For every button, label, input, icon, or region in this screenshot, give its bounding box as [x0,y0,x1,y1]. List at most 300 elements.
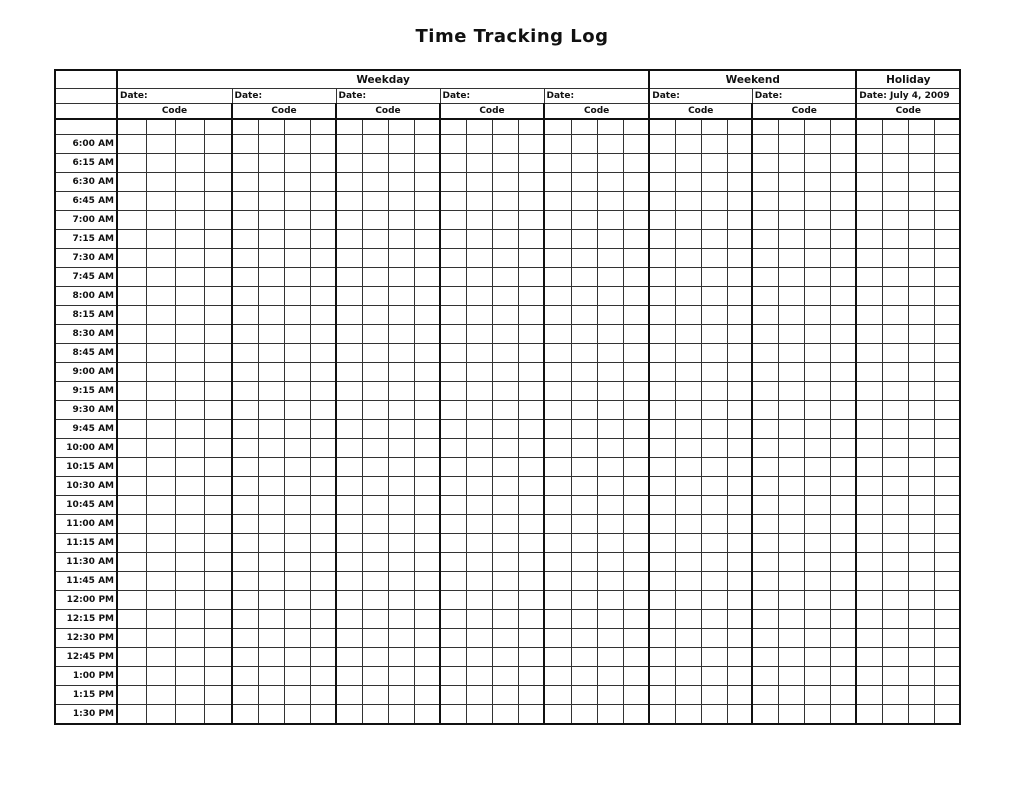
entry-cell[interactable] [117,268,146,287]
entry-cell[interactable] [466,306,492,325]
entry-cell[interactable] [492,401,518,420]
entry-cell[interactable] [440,287,466,306]
entry-cell[interactable] [649,306,675,325]
entry-cell[interactable] [856,306,882,325]
entry-cell[interactable] [830,287,856,306]
entry-cell[interactable] [414,192,440,211]
entry-cell[interactable] [727,401,752,420]
entry-cell[interactable] [623,211,649,230]
entry-cell[interactable] [701,610,727,629]
entry-cell[interactable] [258,610,284,629]
entry-cell[interactable] [701,686,727,705]
entry-cell[interactable] [778,553,804,572]
entry-cell[interactable] [440,553,466,572]
entry-cell[interactable] [310,192,336,211]
entry-cell[interactable] [544,477,571,496]
entry-cell[interactable] [778,439,804,458]
entry-cell[interactable] [414,119,440,135]
entry-cell[interactable] [752,496,778,515]
entry-cell[interactable] [146,496,175,515]
entry-cell[interactable] [804,686,830,705]
entry-cell[interactable] [146,154,175,173]
entry-cell[interactable] [597,211,623,230]
entry-cell[interactable] [466,458,492,477]
entry-cell[interactable] [362,173,388,192]
entry-cell[interactable] [175,382,204,401]
entry-cell[interactable] [701,306,727,325]
entry-cell[interactable] [830,306,856,325]
entry-cell[interactable] [908,705,934,725]
entry-cell[interactable] [466,344,492,363]
entry-cell[interactable] [518,287,544,306]
entry-cell[interactable] [778,667,804,686]
entry-cell[interactable] [388,382,414,401]
entry-cell[interactable] [727,458,752,477]
entry-cell[interactable] [804,268,830,287]
date-label[interactable]: Date: [336,89,440,104]
entry-cell[interactable] [175,496,204,515]
entry-cell[interactable] [856,515,882,534]
entry-cell[interactable] [388,458,414,477]
entry-cell[interactable] [856,591,882,610]
entry-cell[interactable] [804,572,830,591]
entry-cell[interactable] [571,458,597,477]
entry-cell[interactable] [623,572,649,591]
entry-cell[interactable] [623,629,649,648]
entry-cell[interactable] [284,458,310,477]
entry-cell[interactable] [571,553,597,572]
entry-cell[interactable] [175,515,204,534]
entry-cell[interactable] [310,705,336,725]
entry-cell[interactable] [649,515,675,534]
entry-cell[interactable] [204,534,232,553]
entry-cell[interactable] [830,420,856,439]
entry-cell[interactable] [414,553,440,572]
entry-cell[interactable] [778,515,804,534]
entry-cell[interactable] [727,249,752,268]
entry-cell[interactable] [336,325,362,344]
entry-cell[interactable] [882,135,908,154]
entry-cell[interactable] [597,477,623,496]
entry-cell[interactable] [856,496,882,515]
entry-cell[interactable] [466,705,492,725]
entry-cell[interactable] [649,268,675,287]
entry-cell[interactable] [752,344,778,363]
entry-cell[interactable] [414,249,440,268]
entry-cell[interactable] [752,534,778,553]
entry-cell[interactable] [388,268,414,287]
entry-cell[interactable] [204,591,232,610]
entry-cell[interactable] [544,154,571,173]
entry-cell[interactable] [649,572,675,591]
entry-cell[interactable] [492,553,518,572]
entry-cell[interactable] [117,458,146,477]
entry-cell[interactable] [623,477,649,496]
entry-cell[interactable] [117,230,146,249]
entry-cell[interactable] [414,439,440,458]
entry-cell[interactable] [727,344,752,363]
entry-cell[interactable] [649,135,675,154]
entry-cell[interactable] [778,496,804,515]
entry-cell[interactable] [934,154,960,173]
entry-cell[interactable] [727,287,752,306]
entry-cell[interactable] [362,591,388,610]
entry-cell[interactable] [117,344,146,363]
entry-cell[interactable] [934,173,960,192]
entry-cell[interactable] [284,553,310,572]
entry-cell[interactable] [571,705,597,725]
entry-cell[interactable] [934,363,960,382]
entry-cell[interactable] [388,629,414,648]
entry-cell[interactable] [649,439,675,458]
entry-cell[interactable] [284,515,310,534]
entry-cell[interactable] [440,705,466,725]
entry-cell[interactable] [146,135,175,154]
entry-cell[interactable] [336,344,362,363]
entry-cell[interactable] [830,477,856,496]
entry-cell[interactable] [336,135,362,154]
entry-cell[interactable] [175,648,204,667]
entry-cell[interactable] [597,534,623,553]
entry-cell[interactable] [830,249,856,268]
entry-cell[interactable] [675,686,701,705]
entry-cell[interactable] [597,344,623,363]
entry-cell[interactable] [882,686,908,705]
entry-cell[interactable] [597,420,623,439]
entry-cell[interactable] [175,610,204,629]
entry-cell[interactable] [362,439,388,458]
entry-cell[interactable] [882,344,908,363]
entry-cell[interactable] [204,135,232,154]
entry-cell[interactable] [284,325,310,344]
entry-cell[interactable] [571,249,597,268]
entry-cell[interactable] [752,553,778,572]
entry-cell[interactable] [284,192,310,211]
entry-cell[interactable] [204,154,232,173]
entry-cell[interactable] [597,287,623,306]
entry-cell[interactable] [882,382,908,401]
entry-cell[interactable] [232,268,258,287]
entry-cell[interactable] [388,477,414,496]
entry-cell[interactable] [597,439,623,458]
entry-cell[interactable] [752,591,778,610]
entry-cell[interactable] [414,591,440,610]
entry-cell[interactable] [727,591,752,610]
entry-cell[interactable] [518,363,544,382]
entry-cell[interactable] [492,458,518,477]
entry-cell[interactable] [466,572,492,591]
entry-cell[interactable] [232,458,258,477]
entry-cell[interactable] [623,382,649,401]
entry-cell[interactable] [258,572,284,591]
entry-cell[interactable] [908,439,934,458]
entry-cell[interactable] [232,496,258,515]
entry-cell[interactable] [336,306,362,325]
entry-cell[interactable] [908,515,934,534]
entry-cell[interactable] [804,667,830,686]
entry-cell[interactable] [518,686,544,705]
entry-cell[interactable] [388,610,414,629]
entry-cell[interactable] [727,439,752,458]
entry-cell[interactable] [310,154,336,173]
entry-cell[interactable] [934,553,960,572]
entry-cell[interactable] [752,515,778,534]
entry-cell[interactable] [440,363,466,382]
entry-cell[interactable] [908,667,934,686]
entry-cell[interactable] [175,439,204,458]
entry-cell[interactable] [623,119,649,135]
entry-cell[interactable] [440,230,466,249]
entry-cell[interactable] [544,135,571,154]
entry-cell[interactable] [258,496,284,515]
entry-cell[interactable] [544,230,571,249]
entry-cell[interactable] [701,572,727,591]
entry-cell[interactable] [518,135,544,154]
entry-cell[interactable] [117,648,146,667]
entry-cell[interactable] [440,515,466,534]
entry-cell[interactable] [258,477,284,496]
entry-cell[interactable] [727,211,752,230]
entry-cell[interactable] [204,268,232,287]
entry-cell[interactable] [518,249,544,268]
entry-cell[interactable] [830,173,856,192]
entry-cell[interactable] [204,363,232,382]
entry-cell[interactable] [117,401,146,420]
entry-cell[interactable] [544,591,571,610]
entry-cell[interactable] [284,287,310,306]
entry-cell[interactable] [258,629,284,648]
entry-cell[interactable] [310,572,336,591]
entry-cell[interactable] [571,325,597,344]
entry-cell[interactable] [117,629,146,648]
entry-cell[interactable] [804,119,830,135]
entry-cell[interactable] [466,629,492,648]
entry-cell[interactable] [336,648,362,667]
entry-cell[interactable] [623,192,649,211]
entry-cell[interactable] [336,287,362,306]
date-label[interactable]: Date: [649,89,752,104]
entry-cell[interactable] [518,477,544,496]
entry-cell[interactable] [175,667,204,686]
entry-cell[interactable] [675,268,701,287]
entry-cell[interactable] [336,382,362,401]
entry-cell[interactable] [623,705,649,725]
entry-cell[interactable] [752,705,778,725]
entry-cell[interactable] [856,287,882,306]
entry-cell[interactable] [146,534,175,553]
entry-cell[interactable] [518,382,544,401]
entry-cell[interactable] [204,610,232,629]
entry-cell[interactable] [204,629,232,648]
entry-cell[interactable] [882,667,908,686]
entry-cell[interactable] [727,553,752,572]
entry-cell[interactable] [675,401,701,420]
entry-cell[interactable] [232,439,258,458]
entry-cell[interactable] [727,420,752,439]
entry-cell[interactable] [492,192,518,211]
date-label[interactable]: Date: [117,89,232,104]
entry-cell[interactable] [597,515,623,534]
entry-cell[interactable] [778,686,804,705]
entry-cell[interactable] [804,211,830,230]
entry-cell[interactable] [284,344,310,363]
entry-cell[interactable] [388,173,414,192]
entry-cell[interactable] [727,173,752,192]
entry-cell[interactable] [175,686,204,705]
entry-cell[interactable] [908,249,934,268]
entry-cell[interactable] [856,325,882,344]
entry-cell[interactable] [232,686,258,705]
entry-cell[interactable] [310,325,336,344]
entry-cell[interactable] [146,648,175,667]
entry-cell[interactable] [544,344,571,363]
entry-cell[interactable] [752,363,778,382]
entry-cell[interactable] [284,268,310,287]
entry-cell[interactable] [908,648,934,667]
entry-cell[interactable] [362,119,388,135]
entry-cell[interactable] [204,705,232,725]
entry-cell[interactable] [701,515,727,534]
entry-cell[interactable] [778,610,804,629]
entry-cell[interactable] [934,515,960,534]
entry-cell[interactable] [518,610,544,629]
entry-cell[interactable] [518,268,544,287]
entry-cell[interactable] [466,591,492,610]
entry-cell[interactable] [362,268,388,287]
entry-cell[interactable] [336,268,362,287]
entry-cell[interactable] [175,192,204,211]
entry-cell[interactable] [466,477,492,496]
entry-cell[interactable] [117,686,146,705]
entry-cell[interactable] [856,686,882,705]
entry-cell[interactable] [649,667,675,686]
entry-cell[interactable] [440,401,466,420]
entry-cell[interactable] [804,401,830,420]
entry-cell[interactable] [571,439,597,458]
entry-cell[interactable] [934,306,960,325]
entry-cell[interactable] [492,477,518,496]
entry-cell[interactable] [518,534,544,553]
entry-cell[interactable] [117,610,146,629]
entry-cell[interactable] [752,686,778,705]
entry-cell[interactable] [258,705,284,725]
entry-cell[interactable] [388,553,414,572]
entry-cell[interactable] [856,458,882,477]
entry-cell[interactable] [544,268,571,287]
entry-cell[interactable] [518,515,544,534]
entry-cell[interactable] [623,515,649,534]
entry-cell[interactable] [908,572,934,591]
entry-cell[interactable] [204,420,232,439]
entry-cell[interactable] [649,287,675,306]
entry-cell[interactable] [310,363,336,382]
entry-cell[interactable] [856,249,882,268]
entry-cell[interactable] [649,458,675,477]
entry-cell[interactable] [492,306,518,325]
entry-cell[interactable] [752,192,778,211]
entry-cell[interactable] [830,344,856,363]
entry-cell[interactable] [856,572,882,591]
entry-cell[interactable] [727,230,752,249]
entry-cell[interactable] [388,572,414,591]
entry-cell[interactable] [414,230,440,249]
entry-cell[interactable] [830,629,856,648]
entry-cell[interactable] [117,119,146,135]
entry-cell[interactable] [518,154,544,173]
entry-cell[interactable] [830,534,856,553]
entry-cell[interactable] [440,119,466,135]
entry-cell[interactable] [571,173,597,192]
entry-cell[interactable] [701,420,727,439]
entry-cell[interactable] [701,591,727,610]
entry-cell[interactable] [440,382,466,401]
entry-cell[interactable] [908,211,934,230]
entry-cell[interactable] [571,119,597,135]
entry-cell[interactable] [362,382,388,401]
entry-cell[interactable] [310,496,336,515]
entry-cell[interactable] [204,458,232,477]
entry-cell[interactable] [204,477,232,496]
entry-cell[interactable] [204,344,232,363]
entry-cell[interactable] [675,591,701,610]
entry-cell[interactable] [175,135,204,154]
entry-cell[interactable] [934,192,960,211]
entry-cell[interactable] [440,154,466,173]
entry-cell[interactable] [882,458,908,477]
entry-cell[interactable] [675,648,701,667]
entry-cell[interactable] [440,439,466,458]
entry-cell[interactable] [146,629,175,648]
entry-cell[interactable] [856,173,882,192]
entry-cell[interactable] [934,705,960,725]
entry-cell[interactable] [175,401,204,420]
entry-cell[interactable] [856,534,882,553]
entry-cell[interactable] [232,629,258,648]
entry-cell[interactable] [830,610,856,629]
entry-cell[interactable] [336,477,362,496]
entry-cell[interactable] [204,249,232,268]
entry-cell[interactable] [232,667,258,686]
entry-cell[interactable] [258,192,284,211]
entry-cell[interactable] [284,572,310,591]
entry-cell[interactable] [414,477,440,496]
entry-cell[interactable] [778,268,804,287]
entry-cell[interactable] [492,344,518,363]
entry-cell[interactable] [175,249,204,268]
entry-cell[interactable] [492,363,518,382]
entry-cell[interactable] [571,496,597,515]
entry-cell[interactable] [388,306,414,325]
entry-cell[interactable] [336,629,362,648]
entry-cell[interactable] [336,534,362,553]
entry-cell[interactable] [701,344,727,363]
entry-cell[interactable] [804,439,830,458]
entry-cell[interactable] [232,591,258,610]
entry-cell[interactable] [597,667,623,686]
entry-cell[interactable] [701,211,727,230]
entry-cell[interactable] [232,230,258,249]
entry-cell[interactable] [175,287,204,306]
entry-cell[interactable] [204,439,232,458]
entry-cell[interactable] [701,458,727,477]
entry-cell[interactable] [571,420,597,439]
entry-cell[interactable] [701,287,727,306]
entry-cell[interactable] [830,591,856,610]
entry-cell[interactable] [258,211,284,230]
entry-cell[interactable] [571,534,597,553]
entry-cell[interactable] [466,325,492,344]
entry-cell[interactable] [544,610,571,629]
